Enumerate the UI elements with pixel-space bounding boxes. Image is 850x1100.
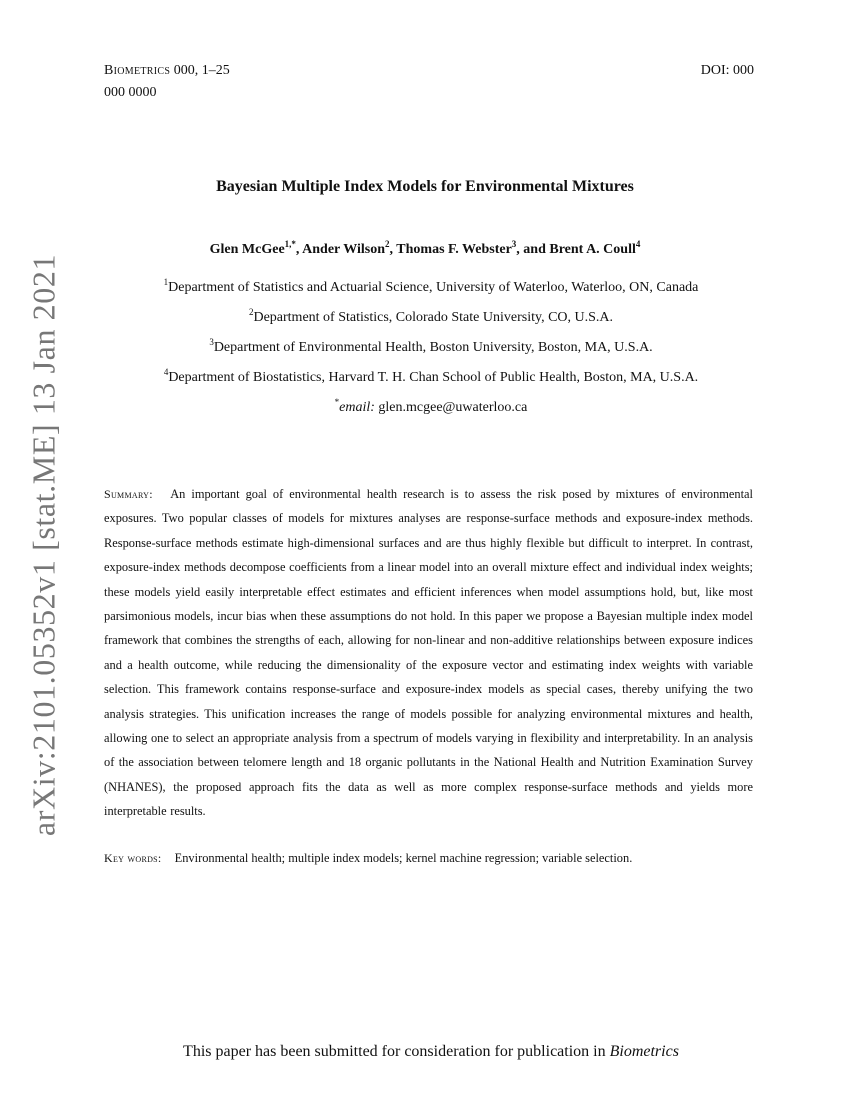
author-name: Ander Wilson: [302, 242, 386, 257]
corresponding-email: [0, 397, 850, 416]
abstract: [104, 482, 753, 824]
doi: DOI: 000: [700, 63, 754, 78]
author-name: Thomas F. Webster: [396, 242, 512, 257]
affiliation-2: [0, 307, 850, 326]
author-affiliation-mark: 3: [511, 239, 517, 249]
author-separator: ,: [295, 242, 303, 257]
affiliation-4: [0, 367, 850, 386]
author-affiliation-mark: 2: [385, 239, 390, 249]
arxiv-identifier[interactable]: arXiv:2101.05352v1 [stat.ME] 13 Jan 2021: [25, 253, 62, 837]
affiliation-number: 2: [248, 307, 254, 317]
paper-title: Bayesian Multiple Index Models for Environmental Mixtures: [216, 178, 634, 195]
summary-label: Summary:: [104, 487, 153, 501]
author-separator: , and: [516, 242, 550, 257]
summary-text: An important goal of environmental health research is to assess the risk posed by mixtures of environmental exposures. Two popular classes of models for mixtures analyses are response-surface methods and exposure-index methods. Response-surface methods estimate high-dimensional surfaces and are thus highly flexible but difficult to interpret. In contrast, exposure-index methods decompose coefficients from a linear model into an overall mixture effect and individual index weights; these models yield easily interpretable effect estimates and efficient inferences when model assumptions hold, but, like most parsimonious models, incur bias when these assumptions do not hold. In this paper we propose a Bayesian multiple index model framework that combines the strengths of each, allowing for non-linear and non-additive relationships between exposure indices and a health outcome, while reducing the dimensionality of the exposure vector and estimating index weights with variable selection. This framework contains response-surface and exposure-index models as special cases, thereby unifying the two analysis strategies. This unification increases the range of models possible for analyzing environmental mixtures and health, allowing one to select an appropriate analysis from a spectrum of models varying in flexibility and interpretability. In an analysis of the association between telomere length and 18 organic pollutants in the National Health and Nutrition Examination Survey (NHANES), the proposed approach fits the data as well as more complex response-surface methods and yields more interpretable results.: [104, 487, 754, 819]
affiliation-number: 4: [163, 367, 169, 377]
journal-name: Biometrics: [104, 63, 171, 78]
volume-pages: 000, 1–25: [173, 63, 230, 78]
author-name: Glen McGee: [209, 242, 285, 257]
affiliation-text: Department of Environmental Health, Boston University, Boston, MA, U.S.A.: [213, 340, 653, 355]
author-separator: ,: [389, 242, 397, 257]
author-list: [0, 239, 850, 258]
author-name: Brent A. Coull: [549, 242, 636, 257]
affiliation-text: Department of Biostatistics, Harvard T. H. Chan School of Public Health, Boston, MA, U.S.A.: [168, 370, 699, 385]
author-affiliation-mark: 1,*: [284, 239, 296, 249]
email-address[interactable]: glen.mcgee@uwaterloo.ca: [378, 400, 528, 415]
submission-journal: Biometrics: [609, 1043, 679, 1060]
email-label: email:: [339, 400, 375, 415]
affiliation-number: 1: [163, 277, 169, 287]
keywords: [104, 848, 753, 868]
affiliation-text: Department of Statistics and Actuarial Science, University of Waterloo, Waterloo, ON, Canada: [168, 280, 699, 295]
submission-note: [0, 1043, 850, 1061]
keywords-text: Environmental health; multiple index models; kernel machine regression; variable selection.: [174, 851, 633, 865]
affiliation-text: Department of Statistics, Colorado State University, CO, U.S.A.: [253, 310, 614, 325]
keywords-label: Key words:: [104, 851, 162, 865]
submission-text: This paper has been submitted for consideration for publication in: [183, 1043, 606, 1060]
affiliation-3: [0, 337, 850, 356]
affiliation-1: [0, 277, 850, 296]
affiliation-number: 3: [209, 337, 214, 347]
header-line-2: 000 0000: [104, 85, 157, 100]
author-affiliation-mark: 4: [635, 239, 641, 249]
running-header: [104, 63, 230, 101]
corresponding-mark: *: [334, 397, 340, 407]
